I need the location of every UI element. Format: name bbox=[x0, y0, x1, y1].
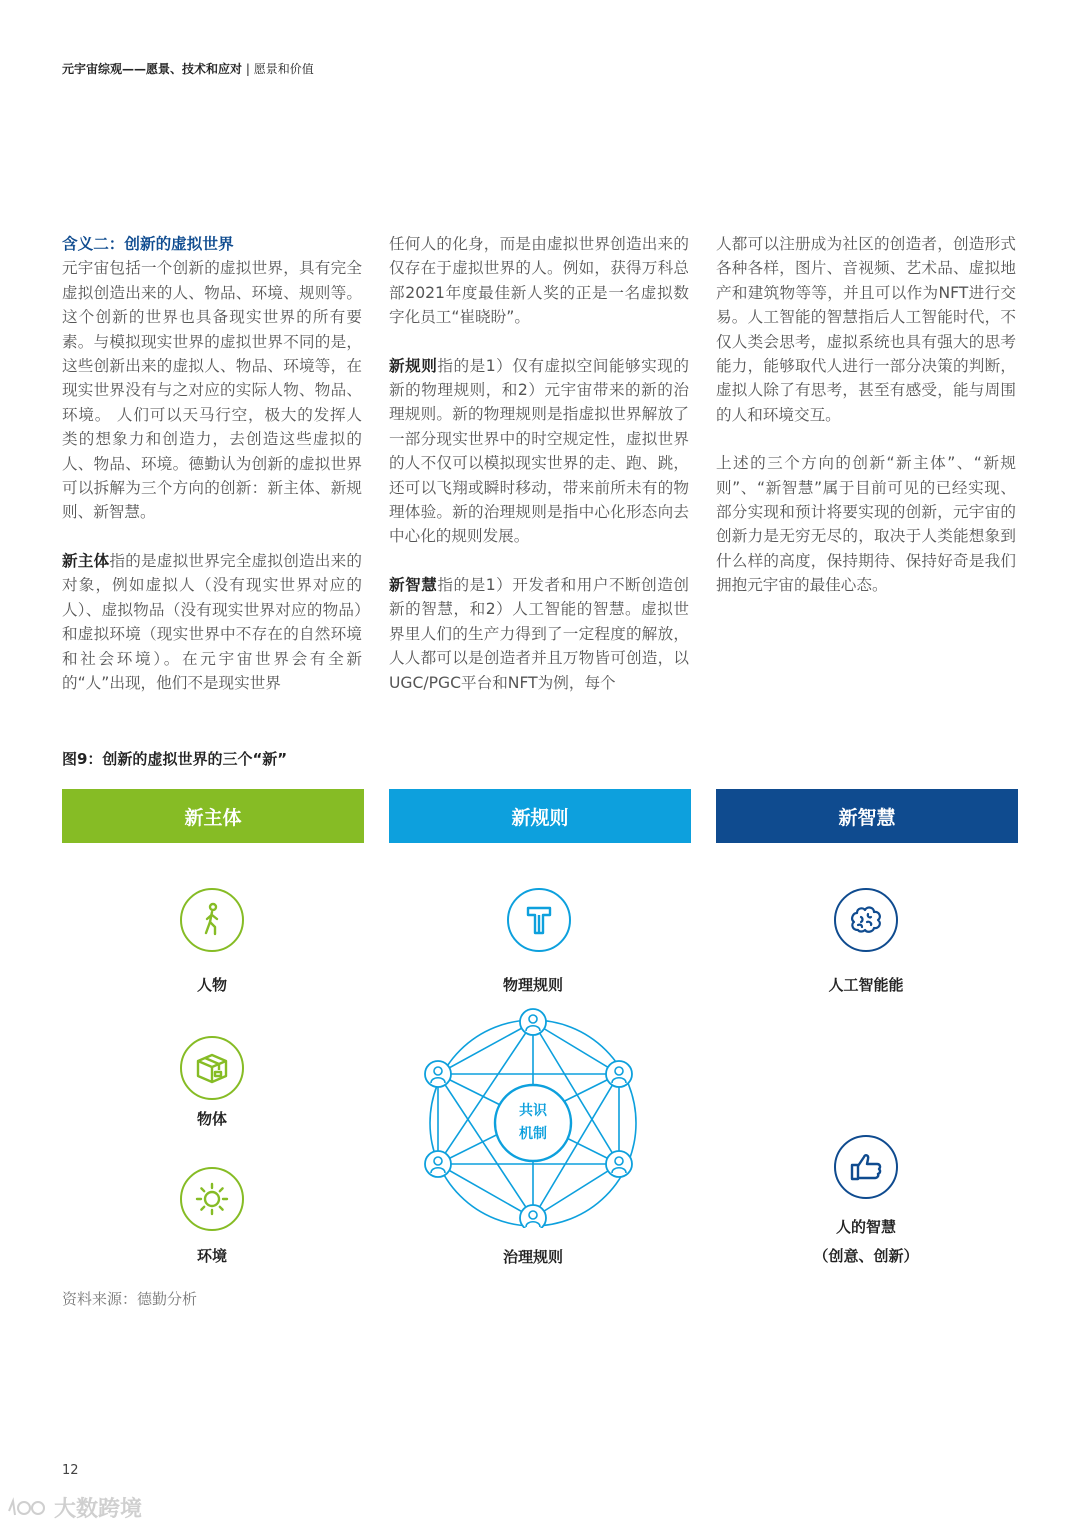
watermark-text: 大数跨境 bbox=[54, 1497, 143, 1522]
bar-new-subject: 新主体 bbox=[62, 789, 364, 843]
paragraph bbox=[389, 573, 689, 695]
hammer-icon bbox=[507, 888, 571, 952]
label-governance-rules: 治理规则 bbox=[502, 1248, 563, 1266]
thumbs-up-icon bbox=[834, 1135, 898, 1199]
header-separator: | bbox=[245, 62, 250, 76]
figure-source: 资料来源：德勤分析 bbox=[62, 1290, 198, 1308]
text-column-1 bbox=[62, 232, 362, 719]
consensus-core bbox=[495, 1085, 571, 1161]
term-new-subject: 新主体 bbox=[62, 551, 110, 570]
user-icon bbox=[425, 1151, 451, 1177]
label-human-wisdom: 人的智慧 bbox=[835, 1218, 896, 1236]
watermark bbox=[6, 1492, 142, 1523]
paragraph: 任何人的化身，而是由虚拟世界创造出来的仅存在于虚拟世界的人。例如，获得万科总部2021年度最佳新人奖的正是一名虚拟数字化员工“崔晓盼”。 bbox=[389, 235, 689, 327]
paragraph: 上述的三个方向的创新“新主体”、“新规则”、“新智慧”属于目前可见的已经实现、部分实现和预计将要实现的创新，元宇宙的创新力是无穷无尽的，取决于人类能想象到什么样的高度，保持期待、保持好奇是我们拥抱元宇宙的最佳心态。 bbox=[716, 454, 1016, 595]
box-icon bbox=[180, 1036, 244, 1100]
paragraph bbox=[62, 549, 362, 695]
paragraph bbox=[389, 354, 689, 549]
bar-new-rules: 新规则 bbox=[389, 789, 691, 843]
paragraph: 元宇宙包括一个创新的虚拟世界，具有完全虚拟创造出来的人、物品、环境、规则等。这个创新的世界也具备现实世界的所有要素。与模拟现实世界的虚拟世界不同的是，这些创新出来的虚拟人、物品、环境等，在现实世界没有与之对应的实际人物、物品、环境。 人们可以天马行空，极大的发挥人类的想象力和创造力，去创造这些虚拟的人、物品、环境。德勤认为创新的虚拟世界可以拆解为三个方向的创新：新主体、新规则、新智慧。 bbox=[62, 259, 362, 522]
paragraph-text: 指的是1）仅有虚拟空间能够实现的新的物理规则，和2）元宇宙带来的新的治理规则。新的物理规则是指虚拟世界解放了一部分现实世界中的时空规定性，虚拟世界的人不仅可以模拟现实世界的走、跑、跳，还可以飞翔或瞬时移动，带来前所未有的物理体验。新的治理规则是指中心化形态向去中心化的规则发展。 bbox=[389, 356, 689, 546]
user-icon bbox=[606, 1151, 632, 1177]
bar-new-wisdom: 新智慧 bbox=[716, 789, 1018, 843]
walking-person-icon bbox=[180, 888, 244, 952]
consensus-network-diagram bbox=[424, 1002, 642, 1228]
user-icon bbox=[606, 1061, 632, 1087]
label-person: 人物 bbox=[196, 976, 227, 994]
figure-title: 图9：创新的虚拟世界的三个“新” bbox=[62, 750, 288, 768]
consensus-label-2: 机制 bbox=[519, 1126, 547, 1142]
page-number: 12 bbox=[62, 1463, 79, 1478]
paragraph-text: 指的是1）开发者和用户不断创造创新的智慧，和2）人工智能的智慧。虚拟世界里人们的生产力得到了一定程度的解放，人人都可以是创造者并且万物皆可创造，以UGC/PGC平台和NFT为例，每个 bbox=[389, 575, 689, 692]
text-column-3 bbox=[716, 232, 1016, 622]
section-name: 愿景和价值 bbox=[253, 62, 314, 76]
consensus-label-1: 共识 bbox=[519, 1103, 547, 1119]
user-icon bbox=[520, 1205, 546, 1228]
report-title: 元宇宙综观——愿景、技术和应对 bbox=[62, 62, 243, 76]
user-icon bbox=[520, 1009, 546, 1035]
brain-icon bbox=[834, 888, 898, 952]
text-column-2 bbox=[389, 232, 689, 719]
sun-icon bbox=[180, 1167, 244, 1231]
label-ai-capability: 人工智能能 bbox=[828, 976, 904, 994]
label-physical-rules: 物理规则 bbox=[502, 976, 563, 994]
user-icon bbox=[425, 1061, 451, 1087]
paragraph: 人都可以注册成为社区的创造者，创造形式各种各样，图片、音视频、艺术品、虚拟地产和建筑物等等，并且可以作为NFT进行交易。人工智能的智慧指后人工智能时代，不仅人类会思考，虚拟系统也具有强大的思考能力，能够取代人进行一部分决策的判断，虚拟人除了有思考，甚至有感受，能与周围的人和环境交互。 bbox=[716, 235, 1016, 424]
section-heading: 含义二：创新的虚拟世界 bbox=[62, 235, 234, 253]
running-header bbox=[62, 60, 314, 77]
watermark-logo-icon bbox=[6, 1497, 50, 1519]
label-environment: 环境 bbox=[196, 1247, 227, 1265]
label-creativity-innovation: （创意、创新） bbox=[813, 1247, 919, 1265]
term-new-rules: 新规则 bbox=[389, 356, 438, 375]
label-object: 物体 bbox=[196, 1110, 227, 1128]
term-new-wisdom: 新智慧 bbox=[389, 575, 438, 594]
paragraph-text: 指的是虚拟世界完全虚拟创造出来的对象，例如虚拟人（没有现实世界对应的人）、虚拟物品（没有现实世界对应的物品）和虚拟环境（现实世界中不存在的自然环境和社会环境）。在元宇宙世界会有全新的“人”出现，他们不是现实世界 bbox=[62, 551, 362, 692]
